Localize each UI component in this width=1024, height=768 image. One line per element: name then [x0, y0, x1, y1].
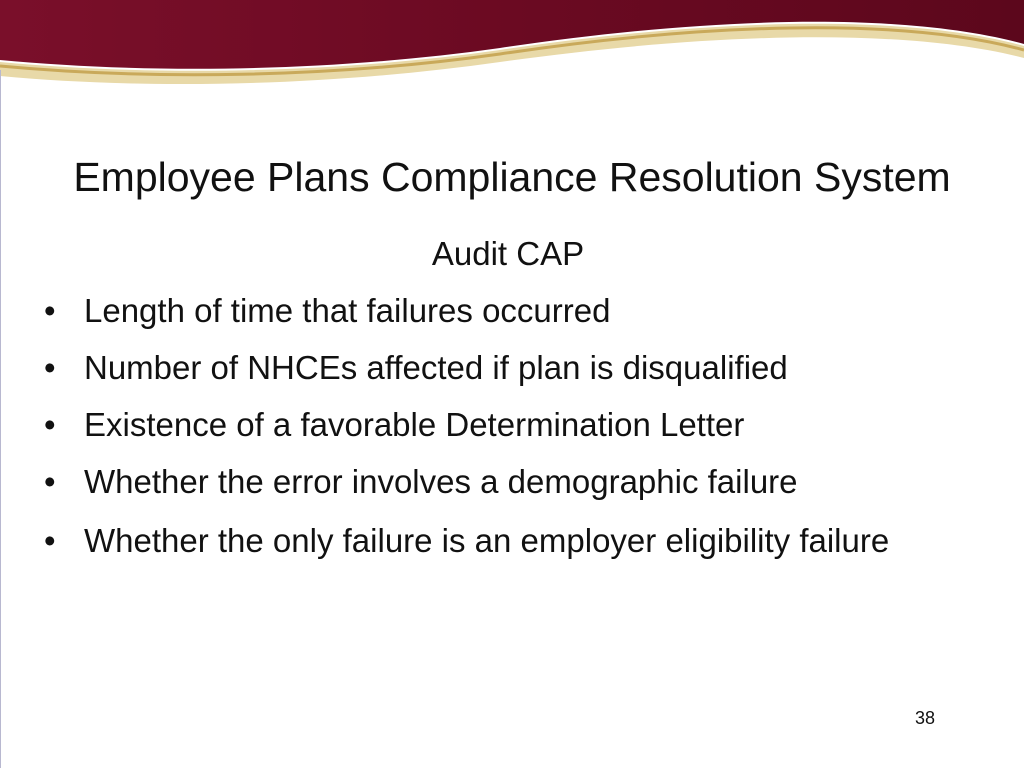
header-wave-banner	[0, 0, 1024, 110]
bullet-text: Number of NHCEs affected if plan is disqualified	[84, 349, 788, 386]
slide-title: Employee Plans Compliance Resolution System	[73, 154, 951, 200]
page-number: 38	[914, 708, 936, 728]
bullet-text: Length of time that failures occurred	[84, 292, 611, 329]
bullet-item	[40, 461, 1000, 503]
bullet-item	[40, 404, 1000, 446]
bullet-text: Whether the error involves a demographic failure	[84, 463, 798, 500]
bullet-text: Existence of a favorable Determination Letter	[84, 406, 745, 443]
bullet-dot-icon: •	[44, 522, 56, 559]
bullet-dot-icon: •	[44, 406, 56, 443]
bullet-item	[40, 347, 1000, 389]
bullet-text: Whether the only failure is an employer eligibility failure	[84, 522, 890, 559]
slide-subtitle: Audit CAP	[431, 235, 585, 272]
bullet-item	[40, 518, 1000, 563]
bullet-dot-icon: •	[44, 349, 56, 386]
bullet-list	[40, 290, 1000, 563]
bullet-dot-icon: •	[44, 292, 56, 329]
bullet-dot-icon: •	[44, 463, 56, 500]
bullet-item	[40, 290, 1000, 332]
